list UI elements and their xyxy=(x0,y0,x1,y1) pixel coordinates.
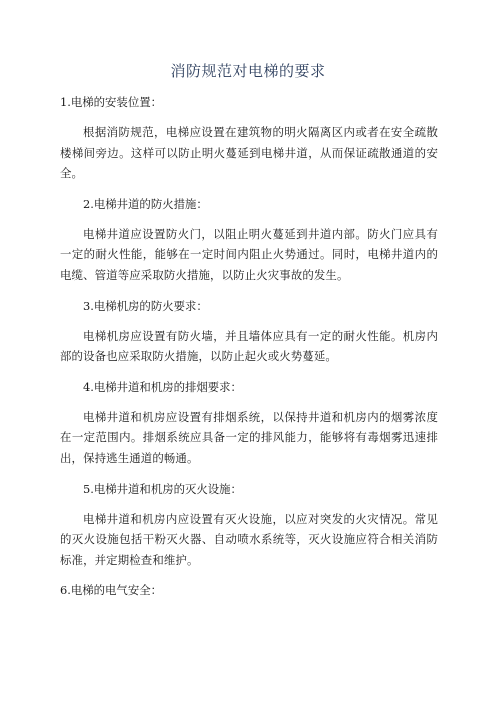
section-1-heading: 1.电梯的安装位置： xyxy=(60,95,162,109)
document-title: 消防规范对电梯的要求 xyxy=(170,62,326,80)
section-5-heading: 5.电梯井道和机房的灭火设施： xyxy=(83,481,242,496)
section-5-body: 电梯井道和机房内应设置有灭火设施，以应对突发的火灾情况。常见的灭火设施包括干粉灭火器、自动喷水系统等，灭火设施应符合相关消防标准，并定期检查和维护。 xyxy=(60,511,438,567)
section-3-body: 电梯机房应设置有防火墙，并且墙体应具有一定的耐火性能。机房内部的设备也应采取防火措施，以防止起火或火势蔓延。 xyxy=(60,328,438,364)
section-3-heading: 3.电梯机房的防火要求： xyxy=(83,298,208,313)
section-4-heading: 4.电梯井道和机房的排烟要求： xyxy=(83,379,242,394)
section-6-heading: 6.电梯的电气安全： xyxy=(60,583,162,598)
section-4-body: 电梯井道和机房应设置有排烟系统，以保持井道和机房内的烟雾浓度在一定范围内。排烟系统应具备一定的排风能力，能够将有毒烟雾迅速排出，保持逃生通道的畅通。 xyxy=(60,409,438,465)
document-body xyxy=(60,92,438,600)
section-2-body: 电梯井道应设置防火门，以阻止明火蔓延到井道内部。防火门应具有一定的耐火性能，能够在一定时间内阻止火势通过。同时，电梯井道内的电缆、管道等应采取防火措施，以防止火灾事故的发生。 xyxy=(60,226,438,282)
section-2-heading: 2.电梯井道的防火措施： xyxy=(83,196,208,211)
section-1-body: 根据消防规范，电梯应设置在建筑物的明火隔离区内或者在安全疏散楼梯间旁边。这样可以防止明火蔓延到电梯井道，从而保证疏散通道的安全。 xyxy=(60,125,438,181)
